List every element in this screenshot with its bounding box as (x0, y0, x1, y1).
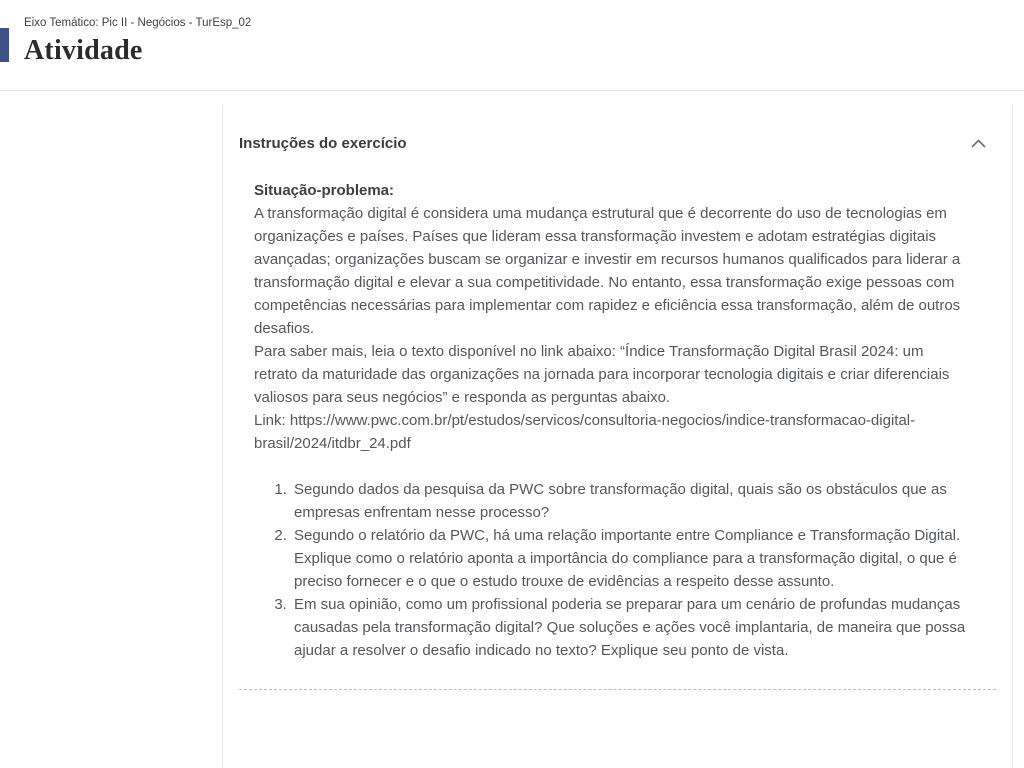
instructions-heading: Instruções do exercício (239, 135, 407, 152)
chevron-up-icon[interactable] (969, 137, 988, 150)
instructions-collapse-header[interactable] (239, 135, 996, 152)
main-content (0, 105, 1024, 768)
instructions-card (222, 105, 1013, 768)
instruction-paragraph: Link: https://www.pwc.com.br/pt/estudos/servicos/consultoria-negocios/indice-transformacao-digital-brasil/2024/itdbr_24.pdf (254, 412, 916, 452)
brand-stripe (0, 28, 9, 62)
instructions-body (254, 179, 967, 662)
instruction-paragraphs (254, 202, 967, 455)
page-header (0, 0, 1024, 91)
breadcrumb: Eixo Temático: Pic II - Negócios - TurEsp_02 (24, 17, 252, 29)
question-item: 3. Em sua opinião, como um profissional poderia se preparar para um cenário de profundas mudanças causadas pela transformação digital? Que soluções e ações você implantaria, de maneira que possa ajudar a resolver o desafio indicado no texto? Explique seu ponto de vista. (291, 593, 967, 662)
page-title: Atividade (24, 35, 143, 66)
question-item: 2. Segundo o relatório da PWC, há uma relação importante entre Compliance e Transformação Digital. Explique como o relatório aponta a importância do compliance para a transformação digital, o que é preciso fornecer e o que o estudo trouxe de evidências a respeito desse assunto. (291, 524, 967, 593)
situation-label: Situação-problema: (254, 182, 395, 199)
instruction-paragraph: A transformação digital é considera uma mudança estrutural que é decorrente do uso de tecnologias em organizações e países. Países que lideram essa transformação investem e adotam estratégias digitais avançadas; organizações buscam se organizar e investir em recursos humanos qualificados para liderar a transformação digital e elevar a sua competitividade. No entanto, essa transformação exige pessoas com competências necessárias para implementar com rapidez e eficiência essa transformação, além de outros desafios. (254, 205, 961, 337)
instruction-paragraph: Para saber mais, leia o texto disponível no link abaixo: “Índice Transformação Digital Brasil 2024: um retrato da maturidade das organizações na jornada para incorporar tecnologia digitais e criar diferenciais valiosos para seus negócios” e responda as perguntas abaixo. (254, 343, 950, 406)
question-list (254, 478, 967, 662)
question-item: 1. Segundo dados da pesquisa da PWC sobre transformação digital, quais são os obstáculos que as empresas enfrentam nesse processo? (291, 478, 967, 524)
dashed-divider (239, 689, 996, 690)
